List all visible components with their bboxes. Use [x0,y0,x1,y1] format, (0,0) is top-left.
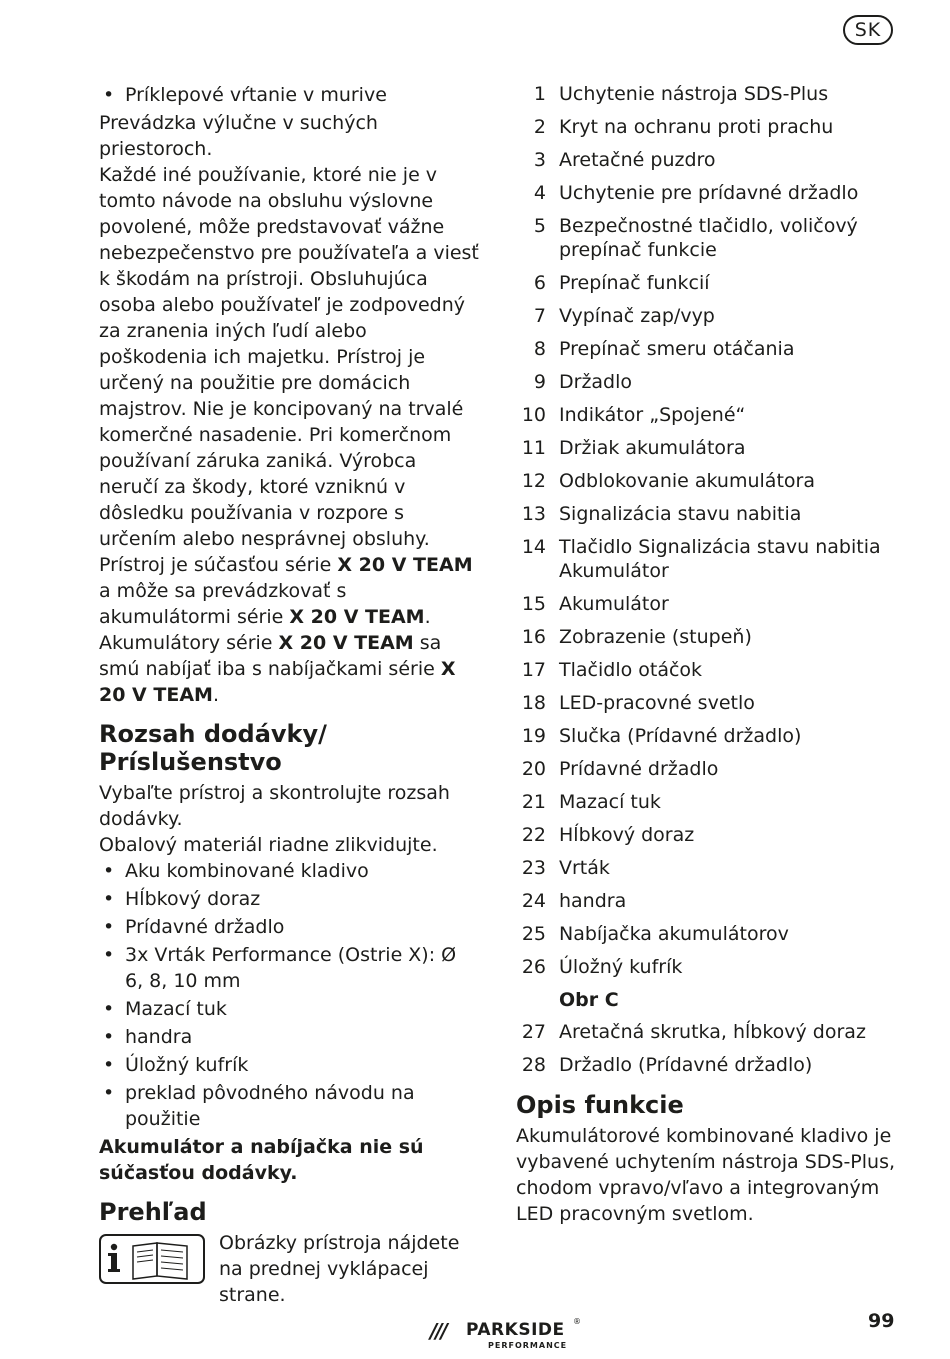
list-item: 19 Slučka (Prídavné držadlo) [521,725,802,747]
parkside-logo [430,1317,580,1353]
parts-list-c [516,1020,901,1077]
list-item: 14 Tlačidlo Signalizácia stavu nabitia Akumulátor [521,536,881,582]
logo-name: PARKSIDE [466,1320,565,1340]
heading-function: Opis funkcie [516,1091,684,1119]
left-column [99,82,479,1308]
list-item: 22 Hĺbkový doraz [521,824,695,846]
heading-overview: Prehľad [99,1198,207,1226]
list-item: 28 Držadlo (Prídavné držadlo) [521,1054,813,1076]
list-item: 6 Prepínač funkcií [533,272,710,294]
list-item: • handra [99,1024,479,1050]
list-item: • Hĺbkový doraz [99,886,479,912]
list-item: 3 Aretačné puzdro [533,149,716,171]
info-book-icon [99,1234,205,1284]
logo-subtitle: PERFORMANCE [488,1341,568,1350]
list-item: 9 Držadlo [533,371,633,393]
list-item: • Aku kombinované kladivo [99,858,479,884]
paragraph-function: Akumulátorové kombinované kladivo je vybavené uchytením nástroja SDS-Plus, chodom vpravo/vľavo a integrovaným LED pracovným svetlom. [516,1125,896,1225]
page-number: 99 [868,1310,895,1332]
overview-row [99,1230,479,1308]
paragraph-dry: Prevádzka výlučne v suchých priestoroch. [99,112,378,160]
list-item: 13 Signalizácia stavu nabitia [521,503,802,525]
paragraph-dispose: Obalový materiál riadne zlikvidujte. [99,834,438,856]
list-item: 2 Kryt na ochranu proti prachu [533,116,834,138]
list-item: 10 Indikátor „Spojené“ [521,404,746,426]
list-item: 16 Zobrazenie (stupeň) [521,626,752,648]
right-column [516,82,901,1227]
list-item: 27 Aretačná skrutka, hĺbkový doraz [521,1021,866,1043]
list-item: • Prídavné držadlo [99,914,479,940]
list-item: 24 handra [521,890,627,912]
paragraph-usage: Každé iné používanie, ktoré nie je v tomto návode na obsluhu výslovne povolené, môže predstavovať vážne nebezpečenstvo pre používateľa a viesť k škodám na prístroji. Obsluhujúca osoba alebo používateľ je zodpovedný za zranenia iných ľudí alebo poškodenia ich majetku. Prístroj je určený na použitie pre domácich majstrov. Nie je koncipovaný na trvalé komerčné nasadenie. Pri komerčnom používaní záruka zaniká. Výrobca neručí za škody, ktoré vzniknú v dôsledku používania v rozpore s určením alebo nesprávnej obsluhy. [99,164,479,550]
list-item: 23 Vrták [521,857,610,879]
logo-slashes: /// [430,1319,446,1343]
list-item: 11 Držiak akumulátora [521,437,746,459]
list-item: • 3x Vrták Performance (Ostrie X): Ø 6, 8, 10 mm [99,942,479,994]
list-item: 8 Prepínač smeru otáčania [533,338,795,360]
list-item: 26 Úložný kufrík [521,956,683,978]
list-item: 25 Nabíjačka akumulátorov [521,923,789,945]
language-badge: SK [843,15,893,45]
list-item: • Úložný kufrík [99,1052,479,1078]
bullet-item: • Príklepové vŕtanie v murive [99,82,479,108]
list-item: 4 Uchytenie pre prídavné držadlo [533,182,859,204]
heading-scope: Rozsah dodávky/ Príslušenstvo [99,720,327,776]
list-item: • Mazací tuk [99,996,479,1022]
scope-list [99,858,479,1132]
parts-list [516,82,901,979]
list-item: 5 Bezpečnostné tlačidlo, voličový prepínač funkcie [533,215,858,261]
paragraph-series: Prístroj je súčasťou série X 20 V TEAM a môže sa prevádzkovať s akumulátormi série X 20 V TEAM. Akumulátory série X 20 V TEAM sa smú nabíjať iba s nabíjačkami série X 20 V TEAM. [99,554,473,706]
list-item: 15 Akumulátor [521,593,669,615]
note-bold: Akumulátor a nabíjačka nie sú súčasťou dodávky. [99,1136,424,1184]
paragraph-unpack: Vybaľte prístroj a skontrolujte rozsah dodávky. [99,782,450,830]
list-item: 21 Mazací tuk [521,791,661,813]
list-item: 18 LED-pracovné svetlo [521,692,755,714]
list-item: 1 Uchytenie nástroja SDS-Plus [533,83,829,105]
list-item: 7 Vypínač zap/vyp [533,305,715,327]
list-item: 12 Odblokovanie akumulátora [521,470,815,492]
list-item: 17 Tlačidlo otáčok [521,659,703,681]
list-item: 20 Prídavné držadlo [521,758,719,780]
list-item: • preklad pôvodného návodu na použitie [99,1080,479,1132]
overview-text: Obrázky prístroja nájdete na prednej vyklápacej strane. [219,1232,460,1306]
subheading-figure-c: Obr C [559,989,619,1011]
logo-registered-mark: ® [573,1317,581,1326]
